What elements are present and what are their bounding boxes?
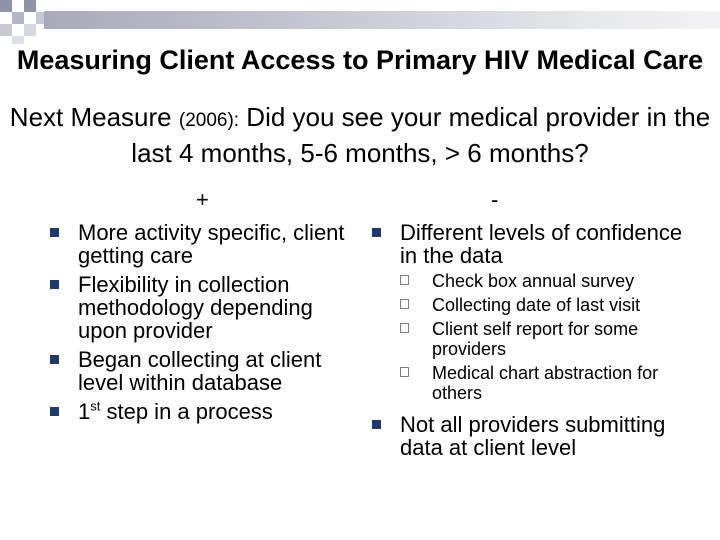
checkbox-bullet-icon — [400, 299, 409, 309]
bullet-text: Not all providers submitting data at client level — [400, 412, 666, 460]
checkbox-bullet-icon — [400, 275, 409, 285]
list-item — [372, 221, 702, 403]
square-bullet-icon — [372, 228, 381, 237]
square-bullet-icon — [50, 407, 59, 416]
slide-title: Measuring Client Access to Primary HIV Medical Care — [16, 45, 704, 75]
checkbox-bullet-icon — [400, 323, 409, 333]
left-bullet-list — [50, 221, 360, 429]
bullet-text: Flexibility in collection methodology depending upon provider — [78, 272, 313, 343]
bullet-text: Different levels of confidence in the data — [400, 220, 683, 268]
checkbox-bullet-icon — [400, 367, 409, 377]
list-item — [400, 319, 702, 359]
list-item — [400, 271, 702, 291]
list-item — [50, 348, 360, 394]
right-bullet-list — [372, 221, 702, 465]
subtitle-question: Did you see your medical provider in the last 4 months, 5-6 months, > 6 months? — [131, 102, 711, 168]
bullet-text: Began collecting at client level within database — [78, 347, 322, 395]
sub-bullet-list — [400, 271, 702, 403]
list-item — [50, 400, 360, 423]
header-gradient-bar — [44, 11, 720, 29]
bullet-text: 1st step in a process — [78, 398, 273, 424]
list-item — [50, 273, 360, 342]
list-item — [400, 295, 702, 315]
square-bullet-icon — [50, 280, 59, 289]
square-bullet-icon — [50, 228, 59, 237]
right-column-heading: - — [491, 187, 499, 212]
subtitle-prefix: Next Measure — [9, 102, 179, 132]
square-bullet-icon — [372, 420, 381, 429]
subtitle-year: (2006): — [178, 110, 240, 131]
slide-subtitle — [0, 101, 720, 169]
sub-bullet-text: Collecting date of last visit — [432, 295, 641, 315]
sub-bullet-text: Client self report for some providers — [432, 319, 639, 359]
left-column-heading: + — [196, 187, 209, 212]
square-bullet-icon — [50, 355, 59, 364]
list-item — [400, 363, 702, 403]
bullet-text: More activity specific, client getting care — [78, 220, 345, 268]
list-item — [50, 221, 360, 267]
sub-bullet-text: Medical chart abstraction for others — [432, 363, 659, 403]
sub-bullet-text: Check box annual survey — [432, 271, 635, 291]
list-item — [372, 413, 702, 459]
